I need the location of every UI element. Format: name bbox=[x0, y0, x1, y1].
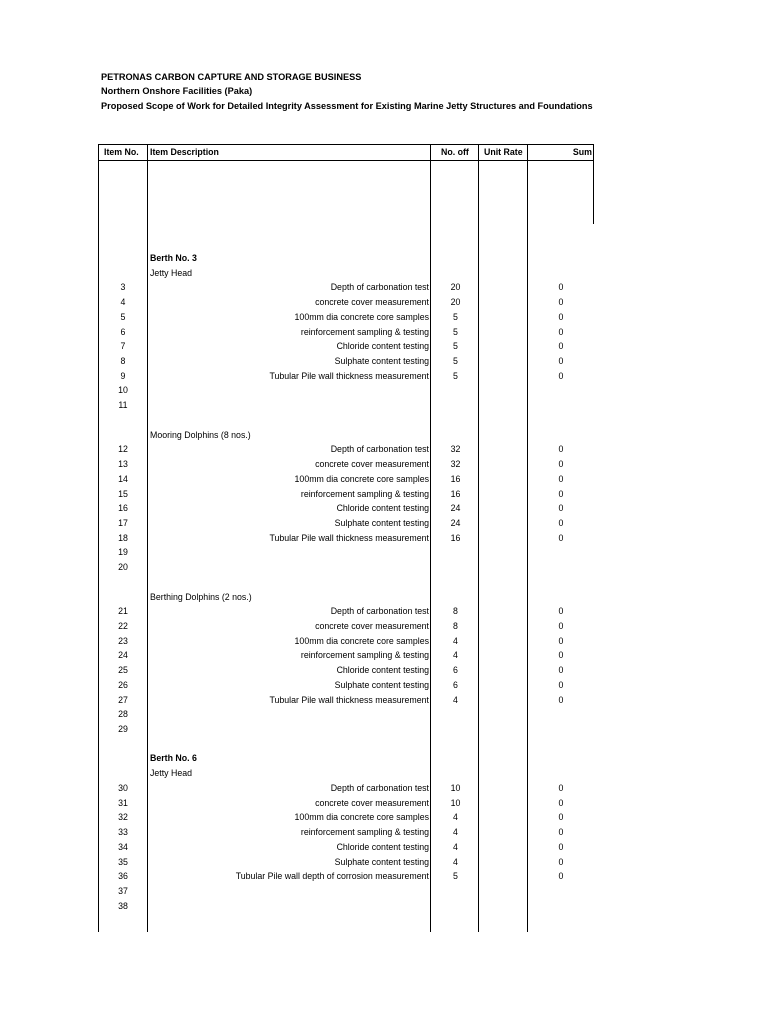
sum-value: 0 bbox=[558, 635, 564, 646]
item-number: 4 bbox=[120, 297, 126, 308]
sum-value: 0 bbox=[558, 444, 564, 455]
no-off-value: 5 bbox=[453, 311, 458, 322]
table-row bbox=[98, 251, 594, 266]
table-row bbox=[98, 487, 594, 502]
col-header-description: Item Description bbox=[150, 147, 219, 157]
sum-value: 0 bbox=[558, 282, 564, 293]
no-off-value: 4 bbox=[453, 694, 458, 705]
item-number: 32 bbox=[118, 812, 128, 823]
table-row bbox=[98, 590, 594, 605]
no-off-value: 32 bbox=[450, 444, 461, 455]
table-row bbox=[98, 796, 594, 811]
item-number: 8 bbox=[120, 356, 126, 367]
no-off-value: 8 bbox=[453, 606, 458, 617]
sum-value: 0 bbox=[558, 503, 564, 514]
header-bottom-border bbox=[98, 160, 594, 161]
item-description: concrete cover measurement bbox=[315, 297, 429, 308]
table-row bbox=[98, 457, 594, 472]
table-row bbox=[98, 295, 594, 310]
item-number: 30 bbox=[118, 782, 128, 793]
item-number: 14 bbox=[118, 473, 128, 484]
sum-value: 0 bbox=[558, 679, 564, 690]
item-description: reinforcement sampling & testing bbox=[300, 326, 429, 337]
table-row bbox=[98, 428, 594, 443]
item-description: Tubular Pile wall thickness measurement bbox=[269, 370, 429, 381]
item-description: 100mm dia concrete core samples bbox=[294, 635, 429, 646]
no-off-value: 16 bbox=[450, 473, 461, 484]
col-header-unit-rate: Unit Rate bbox=[484, 147, 523, 157]
no-off-value: 5 bbox=[453, 326, 458, 337]
table-row bbox=[98, 354, 594, 369]
table-row bbox=[98, 678, 594, 693]
table-row bbox=[98, 325, 594, 340]
table-row bbox=[98, 619, 594, 634]
no-off-value: 4 bbox=[453, 635, 458, 646]
table-row bbox=[98, 266, 594, 281]
item-description: Depth of carbonation test bbox=[330, 782, 429, 793]
sum-value: 0 bbox=[558, 517, 564, 528]
sum-value: 0 bbox=[558, 532, 564, 543]
table-row bbox=[98, 398, 594, 413]
item-number: 11 bbox=[118, 400, 128, 411]
item-number: 9 bbox=[120, 370, 126, 381]
sum-value: 0 bbox=[558, 797, 564, 808]
sum-value: 0 bbox=[558, 473, 564, 484]
table-row bbox=[98, 707, 594, 722]
table-row bbox=[98, 899, 594, 914]
no-off-value: 4 bbox=[453, 827, 458, 838]
table-row bbox=[98, 722, 594, 737]
no-off-value: 24 bbox=[450, 503, 461, 514]
item-description: 100mm dia concrete core samples bbox=[294, 812, 429, 823]
sum-value: 0 bbox=[558, 827, 564, 838]
table-row bbox=[98, 766, 594, 781]
item-description: Berth No. 3 bbox=[150, 253, 197, 263]
table-row bbox=[98, 855, 594, 870]
item-description: concrete cover measurement bbox=[315, 621, 429, 631]
item-description: Depth of carbonation test bbox=[330, 282, 429, 293]
table-row bbox=[98, 531, 594, 546]
col-border-right bbox=[593, 144, 594, 224]
no-off-value: 10 bbox=[450, 782, 461, 793]
item-description: Chloride content testing bbox=[336, 503, 429, 514]
table-row bbox=[98, 560, 594, 575]
item-number: 5 bbox=[120, 311, 126, 322]
sum-value: 0 bbox=[558, 621, 564, 631]
no-off-value: 16 bbox=[450, 488, 461, 499]
table-row bbox=[98, 575, 594, 590]
no-off-value: 4 bbox=[453, 812, 458, 823]
table-row bbox=[98, 810, 594, 825]
no-off-value: 5 bbox=[453, 370, 458, 381]
table-row bbox=[98, 369, 594, 384]
table-row bbox=[98, 869, 594, 884]
facility-subtitle: Northern Onshore Facilities (Paka) bbox=[101, 86, 253, 96]
sum-value: 0 bbox=[558, 812, 564, 823]
item-number: 26 bbox=[118, 679, 128, 690]
item-description: concrete cover measurement bbox=[315, 797, 429, 808]
item-number: 35 bbox=[118, 856, 128, 867]
no-off-value: 6 bbox=[453, 665, 458, 676]
table-row bbox=[98, 648, 594, 663]
no-off-value: 10 bbox=[450, 797, 461, 808]
item-description: Tubular Pile wall depth of corrosion measurement bbox=[235, 871, 429, 882]
item-description: Berthing Dolphins (2 nos.) bbox=[150, 591, 252, 602]
item-description: Jetty Head bbox=[150, 768, 193, 779]
item-number: 34 bbox=[118, 841, 128, 852]
item-description: Mooring Dolphins (8 nos.) bbox=[150, 429, 251, 440]
sum-value: 0 bbox=[558, 459, 564, 470]
table-row bbox=[98, 693, 594, 708]
item-number: 22 bbox=[118, 621, 128, 631]
table-row bbox=[98, 501, 594, 516]
item-number: 25 bbox=[118, 665, 128, 676]
item-number: 21 bbox=[118, 606, 128, 617]
table-row bbox=[98, 884, 594, 899]
sum-value: 0 bbox=[558, 694, 564, 705]
no-off-value: 5 bbox=[453, 356, 458, 367]
item-number: 23 bbox=[118, 635, 128, 646]
table-row bbox=[98, 781, 594, 796]
item-description: Sulphate content testing bbox=[334, 856, 429, 867]
table-row bbox=[98, 751, 594, 766]
item-description: 100mm dia concrete core samples bbox=[294, 311, 429, 322]
sum-value: 0 bbox=[558, 856, 564, 867]
col-header-sum: Sum bbox=[572, 147, 592, 157]
table-row bbox=[98, 442, 594, 457]
item-number: 19 bbox=[118, 547, 128, 558]
table-row bbox=[98, 663, 594, 678]
sum-value: 0 bbox=[558, 871, 564, 882]
sum-value: 0 bbox=[558, 356, 564, 367]
item-number: 31 bbox=[118, 797, 128, 808]
sum-value: 0 bbox=[558, 370, 564, 381]
item-description: Sulphate content testing bbox=[334, 679, 429, 690]
no-off-value: 8 bbox=[453, 621, 458, 631]
item-number: 27 bbox=[118, 694, 128, 705]
sum-value: 0 bbox=[558, 488, 564, 499]
item-description: Sulphate content testing bbox=[334, 517, 429, 528]
item-description: Depth of carbonation test bbox=[330, 606, 429, 617]
item-number: 15 bbox=[118, 488, 128, 499]
item-number: 12 bbox=[118, 444, 128, 455]
table-row bbox=[98, 545, 594, 560]
table-row bbox=[98, 280, 594, 295]
no-off-value: 4 bbox=[453, 856, 458, 867]
no-off-value: 16 bbox=[450, 532, 461, 543]
document-title: Proposed Scope of Work for Detailed Integrity Assessment for Existing Marine Jetty Structures and Foundations bbox=[101, 101, 593, 111]
item-description: Depth of carbonation test bbox=[330, 444, 429, 455]
table-row bbox=[98, 840, 594, 855]
item-description: Berth No. 6 bbox=[150, 753, 197, 764]
no-off-value: 5 bbox=[453, 871, 458, 882]
sum-value: 0 bbox=[558, 326, 564, 337]
sum-value: 0 bbox=[558, 841, 564, 852]
item-number: 29 bbox=[118, 724, 128, 735]
item-description: 100mm dia concrete core samples bbox=[294, 473, 429, 484]
sum-value: 0 bbox=[558, 341, 564, 352]
item-description: Sulphate content testing bbox=[334, 356, 429, 367]
table-row bbox=[98, 604, 594, 619]
item-number: 3 bbox=[120, 282, 126, 293]
table-row bbox=[98, 825, 594, 840]
item-description: Jetty Head bbox=[150, 267, 193, 278]
table-row bbox=[98, 383, 594, 398]
no-off-value: 5 bbox=[453, 341, 458, 352]
no-off-value: 20 bbox=[450, 297, 461, 308]
table-row bbox=[98, 472, 594, 487]
item-number: 33 bbox=[118, 827, 128, 838]
company-title: PETRONAS CARBON CAPTURE AND STORAGE BUSINESS bbox=[101, 72, 362, 82]
item-number: 7 bbox=[120, 341, 126, 352]
sum-value: 0 bbox=[558, 782, 564, 793]
item-description: reinforcement sampling & testing bbox=[300, 650, 429, 661]
sum-value: 0 bbox=[558, 606, 564, 617]
no-off-value: 4 bbox=[453, 841, 458, 852]
table-row bbox=[98, 310, 594, 325]
item-description: Tubular Pile wall thickness measurement bbox=[269, 694, 429, 705]
no-off-value: 32 bbox=[450, 459, 461, 470]
item-description: reinforcement sampling & testing bbox=[300, 827, 429, 838]
item-number: 13 bbox=[118, 459, 128, 470]
sum-value: 0 bbox=[558, 650, 564, 661]
item-number: 37 bbox=[118, 885, 128, 896]
item-number: 16 bbox=[118, 503, 128, 514]
item-description: Chloride content testing bbox=[336, 665, 429, 676]
col-header-no-off: No. off bbox=[441, 147, 469, 157]
col-header-item-no: Item No. bbox=[104, 147, 139, 157]
item-number: 6 bbox=[120, 326, 126, 337]
sum-value: 0 bbox=[558, 311, 564, 322]
no-off-value: 4 bbox=[453, 650, 458, 661]
item-number: 28 bbox=[118, 709, 128, 720]
table-row bbox=[98, 339, 594, 354]
table-row bbox=[98, 413, 594, 428]
sum-value: 0 bbox=[558, 297, 564, 308]
sum-value: 0 bbox=[558, 665, 564, 676]
item-number: 10 bbox=[118, 385, 128, 396]
item-number: 36 bbox=[118, 871, 128, 882]
table-row bbox=[98, 737, 594, 752]
no-off-value: 6 bbox=[453, 679, 458, 690]
item-number: 17 bbox=[118, 517, 128, 528]
item-description: Chloride content testing bbox=[336, 841, 429, 852]
table-row bbox=[98, 634, 594, 649]
table-row bbox=[98, 516, 594, 531]
item-number: 20 bbox=[118, 562, 128, 573]
item-description: Chloride content testing bbox=[336, 341, 429, 352]
item-description: Tubular Pile wall thickness measurement bbox=[269, 532, 429, 543]
item-number: 24 bbox=[118, 650, 128, 661]
no-off-value: 20 bbox=[450, 282, 461, 293]
item-description: reinforcement sampling & testing bbox=[300, 488, 429, 499]
item-number: 38 bbox=[118, 900, 128, 911]
item-number: 18 bbox=[118, 532, 128, 543]
no-off-value: 24 bbox=[450, 517, 461, 528]
item-description: concrete cover measurement bbox=[315, 459, 429, 470]
scope-of-work-table bbox=[98, 144, 594, 932]
